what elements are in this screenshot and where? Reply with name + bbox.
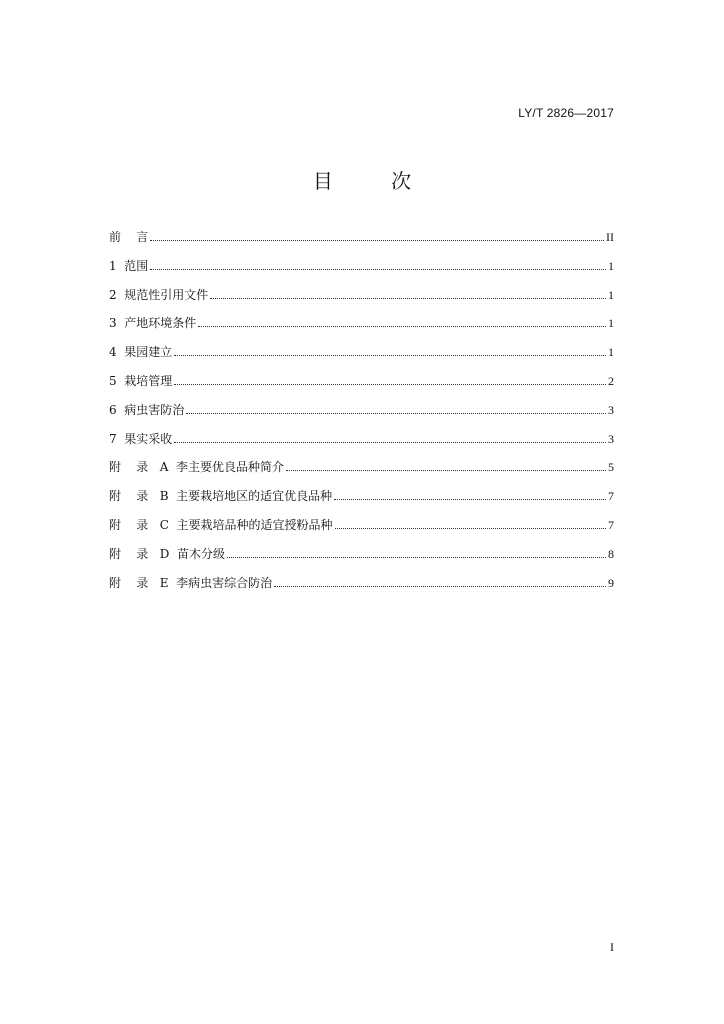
toc-entry-label: 3 产地环境条件 <box>109 316 197 331</box>
toc-entry-page: 7 <box>608 489 614 504</box>
toc-entry-cultivation[interactable] <box>109 373 614 402</box>
toc-entry-page: 9 <box>608 575 614 590</box>
page-header: LY/T 2826—2017 <box>518 106 614 120</box>
toc-leader-dots <box>274 585 606 587</box>
toc-leader-dots <box>286 469 606 471</box>
toc-entry-appendix-a[interactable] <box>109 459 614 488</box>
toc-entry-label: 附 录 A 李主要优良品种简介 <box>109 460 284 475</box>
toc-entry-appendix-e[interactable] <box>109 575 614 604</box>
toc-entry-foreword[interactable] <box>109 229 614 258</box>
toc-leader-dots <box>227 556 606 558</box>
toc-entry-page: 1 <box>608 316 614 331</box>
toc-leader-dots <box>210 297 606 299</box>
toc-entry-label: 5 栽培管理 <box>109 373 173 388</box>
toc-entry-page: 3 <box>608 402 614 417</box>
toc-entry-scope[interactable] <box>109 258 614 287</box>
toc-entry-label: 6 病虫害防治 <box>109 402 185 417</box>
toc-entry-page: 1 <box>608 287 614 302</box>
toc-entry-harvest[interactable] <box>109 431 614 460</box>
toc-entry-appendix-b[interactable] <box>109 488 614 517</box>
toc-entry-label: 1 范围 <box>109 258 149 273</box>
toc-entry-environment[interactable] <box>109 315 614 344</box>
toc-leader-dots <box>150 268 606 270</box>
toc-entry-label: 附 录 C 主要栽培品种的适宜授粉品种 <box>109 517 333 532</box>
toc-entry-page: II <box>606 230 614 244</box>
toc-entry-label: 附 录 D 苗木分级 <box>109 546 225 561</box>
toc-entry-page: 1 <box>608 258 614 273</box>
toc-entry-pest-control[interactable] <box>109 402 614 431</box>
toc-entry-label: 4 果园建立 <box>109 345 173 360</box>
toc-entry-appendix-c[interactable] <box>109 517 614 546</box>
toc-entry-label: 附 录 B 主要栽培地区的适宜优良品种 <box>109 489 333 504</box>
toc-entry-orchard-establishment[interactable] <box>109 344 614 373</box>
toc-entry-page: 5 <box>608 460 614 475</box>
toc-entry-page: 8 <box>608 546 614 561</box>
toc-entry-label: 2 规范性引用文件 <box>109 287 209 302</box>
toc-leader-dots <box>150 239 604 241</box>
toc-leader-dots <box>335 527 606 529</box>
toc-leader-dots <box>174 354 606 356</box>
table-of-contents <box>109 229 614 603</box>
toc-entry-page: 3 <box>608 431 614 446</box>
toc-entry-label: 附 录 E 李病虫害综合防治 <box>109 575 273 590</box>
toc-entry-appendix-d[interactable] <box>109 546 614 575</box>
toc-entry-page: 2 <box>608 373 614 388</box>
toc-entry-page: 1 <box>608 345 614 360</box>
toc-leader-dots <box>334 498 606 500</box>
toc-entry-normative-references[interactable] <box>109 287 614 316</box>
toc-leader-dots <box>198 325 606 327</box>
toc-leader-dots <box>186 412 606 414</box>
toc-entry-label: 7 果实采收 <box>109 431 173 446</box>
toc-entry-label: 前 言 <box>109 230 149 244</box>
toc-entry-page: 7 <box>608 517 614 532</box>
toc-leader-dots <box>174 441 606 443</box>
toc-leader-dots <box>174 383 606 385</box>
page-number: I <box>610 940 614 954</box>
toc-title: 目 次 <box>312 169 438 193</box>
